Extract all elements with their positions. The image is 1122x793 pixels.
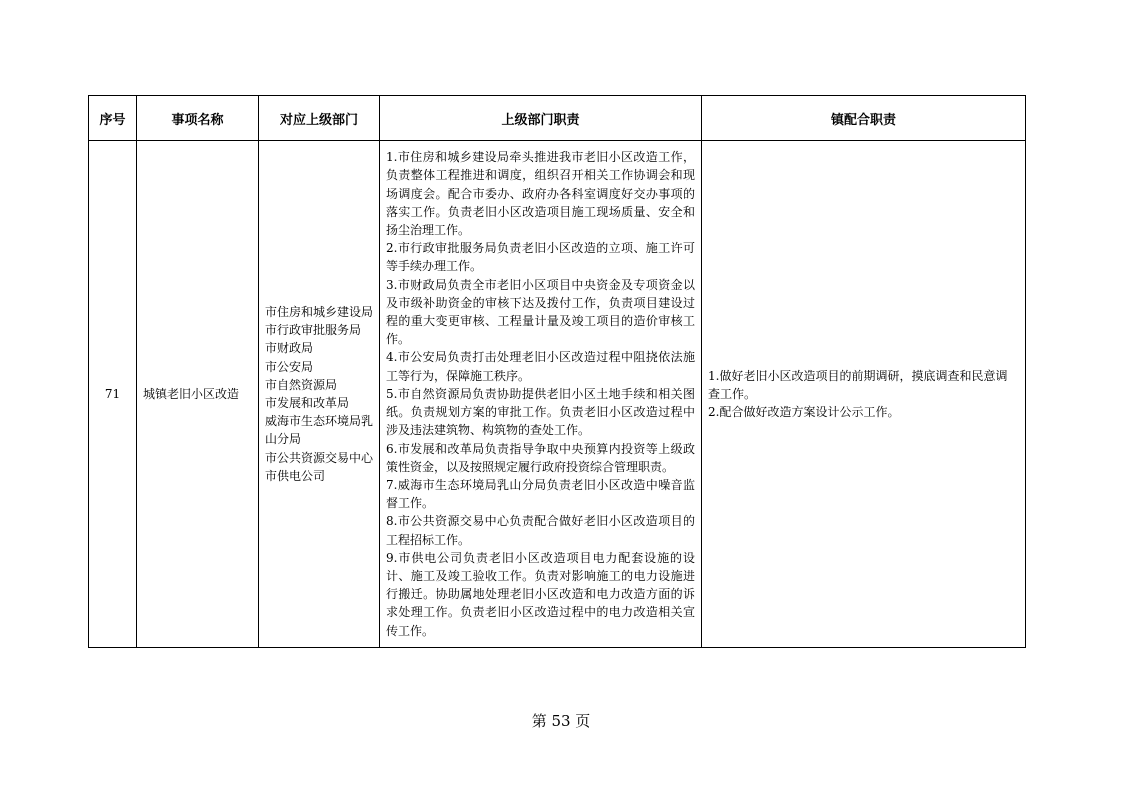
department-item: 市供电公司: [265, 468, 326, 483]
superior-duty-item: 4.市公安局负责打击处理老旧小区改造过程中阻挠依法施工等行为，保障施工秩序。: [386, 350, 695, 383]
superior-duties-cell: [380, 141, 702, 648]
superior-duty-item: 7.威海市生态环境局乳山分局负责老旧小区改造中噪音监督工作。: [386, 477, 695, 511]
header-superior-department: 对应上级部门: [259, 96, 380, 141]
superior-duty-item: 2.市行政审批服务局负责老旧小区改造的立项、施工许可等手续办理工作。: [386, 241, 695, 274]
table-row: [89, 141, 1026, 648]
superior-duty-item: 5.市自然资源局负责协助提供老旧小区土地手续和相关图纸。负责规划方案的审批工作。负责老旧小区改造过程中涉及违法建筑物、构筑物的查处工作。: [386, 386, 695, 438]
department-item: 市公共资源交易中心: [265, 450, 374, 465]
department-item: 市发展和改革局: [265, 396, 350, 410]
department-item: 市住房和城乡建设局: [265, 304, 374, 319]
header-item-name: 事项名称: [137, 96, 259, 141]
department-item: 市行政审批服务局: [265, 323, 362, 338]
superior-duty-item: 9.市供电公司负责老旧小区改造项目电力配套设施的设计、施工及竣工验收工作。负责对影响施工的电力设施进行搬迁。协助属地处理老旧小区改造和电力改造方面的诉求处理工作。负责老旧小区改造过程中的电力改造相关宣传工作。: [386, 550, 695, 638]
superior-duty-item: 8.市公共资源交易中心负责配合做好老旧小区改造项目的工程招标工作。: [386, 514, 695, 547]
department-item: 威海市生态环境局乳山分局: [265, 414, 374, 447]
superior-duty-item: 3.市财政局负责全市老旧小区项目中央资金及专项资金以及市级补助资金的审核下达及拨付工作，负责项目建设过程的重大变更审核、工程量计量及竣工项目的造价审核工作。: [386, 277, 695, 347]
duty-table: [88, 95, 1026, 648]
town-duty-item: 1.做好老旧小区改造项目的前期调研，摸底调查和民意调查工作。: [708, 368, 1008, 401]
superior-duty-item: 6.市发展和改革局负责指导争取中央预算内投资等上级政策性资金，以及按照规定履行政府投资综合管理职责。: [386, 441, 695, 474]
header-town-duties: 镇配合职责: [702, 96, 1026, 141]
town-duties-cell: [702, 141, 1026, 648]
page-number: 第 53 页: [531, 712, 591, 730]
table-header-row: [89, 96, 1026, 141]
seq-cell: 71: [89, 141, 137, 648]
department-item: 市自然资源局: [265, 377, 338, 392]
department-item: 市财政局: [265, 341, 314, 356]
header-superior-duties: 上级部门职责: [380, 96, 702, 141]
item-name-cell: 城镇老旧小区改造: [137, 141, 259, 648]
header-seq: 序号: [89, 96, 137, 141]
department-item: 市公安局: [265, 359, 314, 374]
town-duty-item: 2.配合做好改造方案设计公示工作。: [708, 405, 900, 420]
department-list-cell: [259, 141, 380, 648]
superior-duty-item: 1.市住房和城乡建设局牵头推进我市老旧小区改造工作，负责整体工程推进和调度，组织召开相关工作协调会和现场调度会。配合市委办、政府办各科室调度好交办事项的落实工作。负责老旧小区改造项目施工现场质量、安全和扬尘治理工作。: [386, 150, 695, 238]
